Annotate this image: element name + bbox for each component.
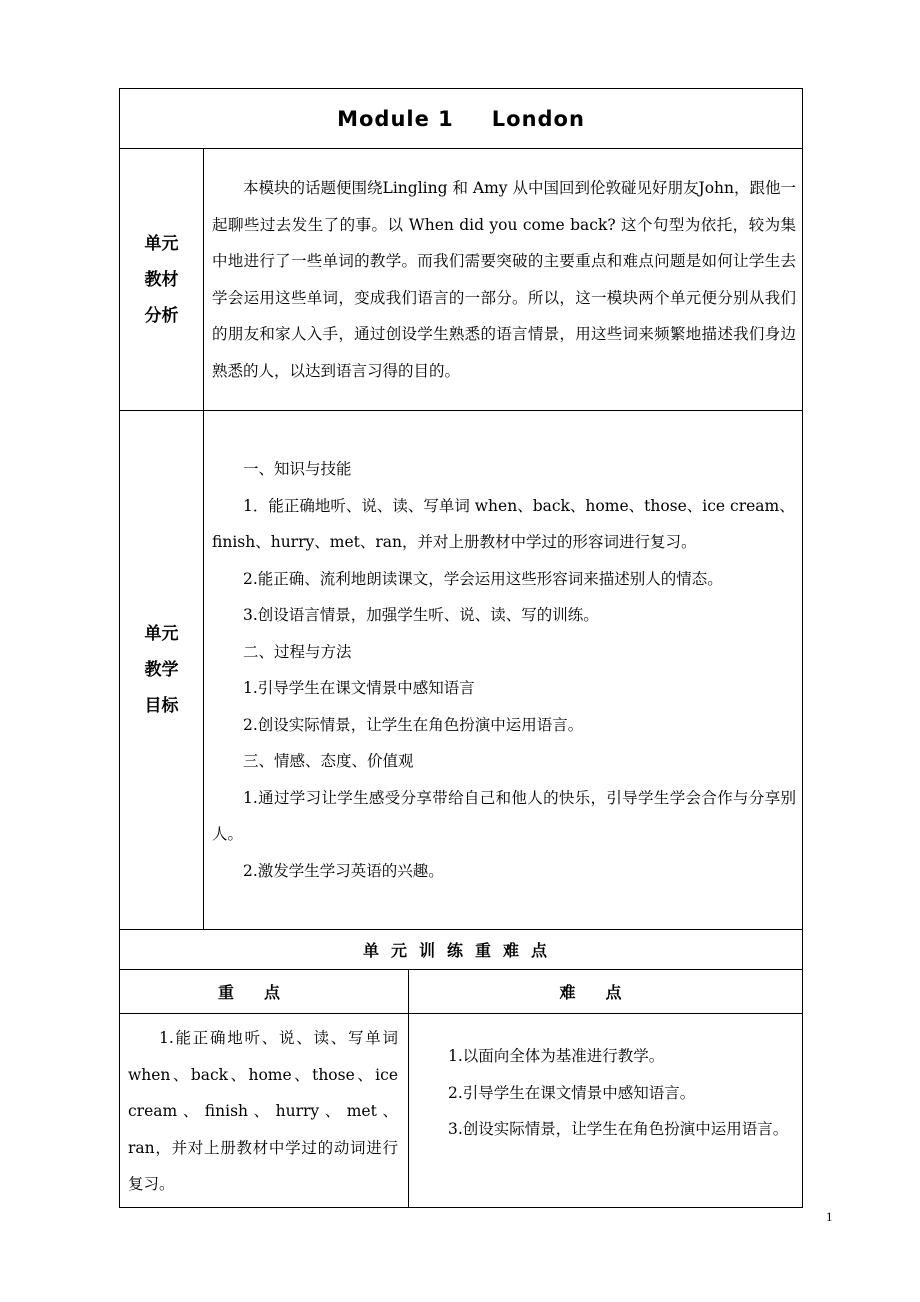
module-title bbox=[120, 89, 803, 149]
analysis-text: 本模块的话题便围绕Lingling 和 Amy 从中国回到伦敦碰见好朋友John，跟他一起聊些过去发生了的事。以 When did you come back? 这个句型为依托，较为集中地进行了一些单词的教学。而我们需要突破的主要重点和难点问题是如何让学生去学会运用这些单词，变成我们语言的一部分。所以，这一模块两个单元便分别从我们的朋友和家人入手，通过创设学生熟悉的语言情景，用这些词来频繁地描述我们身边熟悉的人，以达到语言习得的目的。 bbox=[212, 179, 797, 380]
analysis-content bbox=[204, 149, 803, 411]
goal-line: 1．能正确地听、说、读、写单词 when、back、home、those、ice cream、 bbox=[243, 496, 795, 515]
key-points-header: 重点 bbox=[120, 970, 409, 1014]
goals-content bbox=[204, 411, 803, 930]
goal-heading: 二、过程与方法 bbox=[243, 642, 352, 661]
goal-line: 1.通过学习让学生感受分享带给自己和他人的快乐，引导学生学会合作与分享别人。 bbox=[212, 788, 797, 843]
goal-line: 2.能正确、流利地朗读课文，学会运用这些形容词来描述别人的情态。 bbox=[243, 569, 723, 588]
lesson-plan-table bbox=[119, 88, 803, 1208]
goal-line: 2.创设实际情景，让学生在角色扮演中运用语言。 bbox=[243, 715, 584, 734]
page-number: 1 bbox=[826, 1209, 833, 1224]
goal-line: 3.创设语言情景，加强学生听、说、读、写的训练。 bbox=[243, 606, 599, 624]
goal-heading: 一、知识与技能 bbox=[243, 460, 352, 478]
goal-line: 2.激发学生学习英语的兴趣。 bbox=[243, 861, 444, 880]
training-header: 单元训练重难点 bbox=[120, 930, 803, 970]
key-points-text: 1.能正确地听、说、读、写单词 when、back、home、those、ice cream 、 finish 、 hurry 、 met 、ran，并对上册教材中学过的动词进行复习。 bbox=[128, 1029, 398, 1193]
key-points-content bbox=[120, 1014, 409, 1208]
goal-line: 1.引导学生在课文情景中感知语言 bbox=[243, 679, 475, 697]
difficult-points-header: 难点 bbox=[409, 970, 803, 1014]
difficult-item: 2.引导学生在课文情景中感知语言。 bbox=[448, 1083, 696, 1102]
difficult-item: 3.创设实际情景，让学生在角色扮演中运用语言。 bbox=[448, 1120, 789, 1138]
difficult-points-content bbox=[409, 1014, 803, 1208]
difficult-item: 1.以面向全体为基准进行教学。 bbox=[448, 1047, 665, 1065]
module-name: London bbox=[491, 106, 585, 131]
analysis-label: 单元 教材 分析 bbox=[120, 149, 204, 411]
goal-line: finish、hurry、met、ran，并对上册教材中学过的形容词进行复习。 bbox=[212, 533, 697, 551]
goal-heading: 三、情感、态度、价值观 bbox=[243, 752, 414, 770]
module-number: Module 1 bbox=[337, 106, 454, 131]
goals-label: 单元 教学 目标 bbox=[120, 411, 204, 930]
